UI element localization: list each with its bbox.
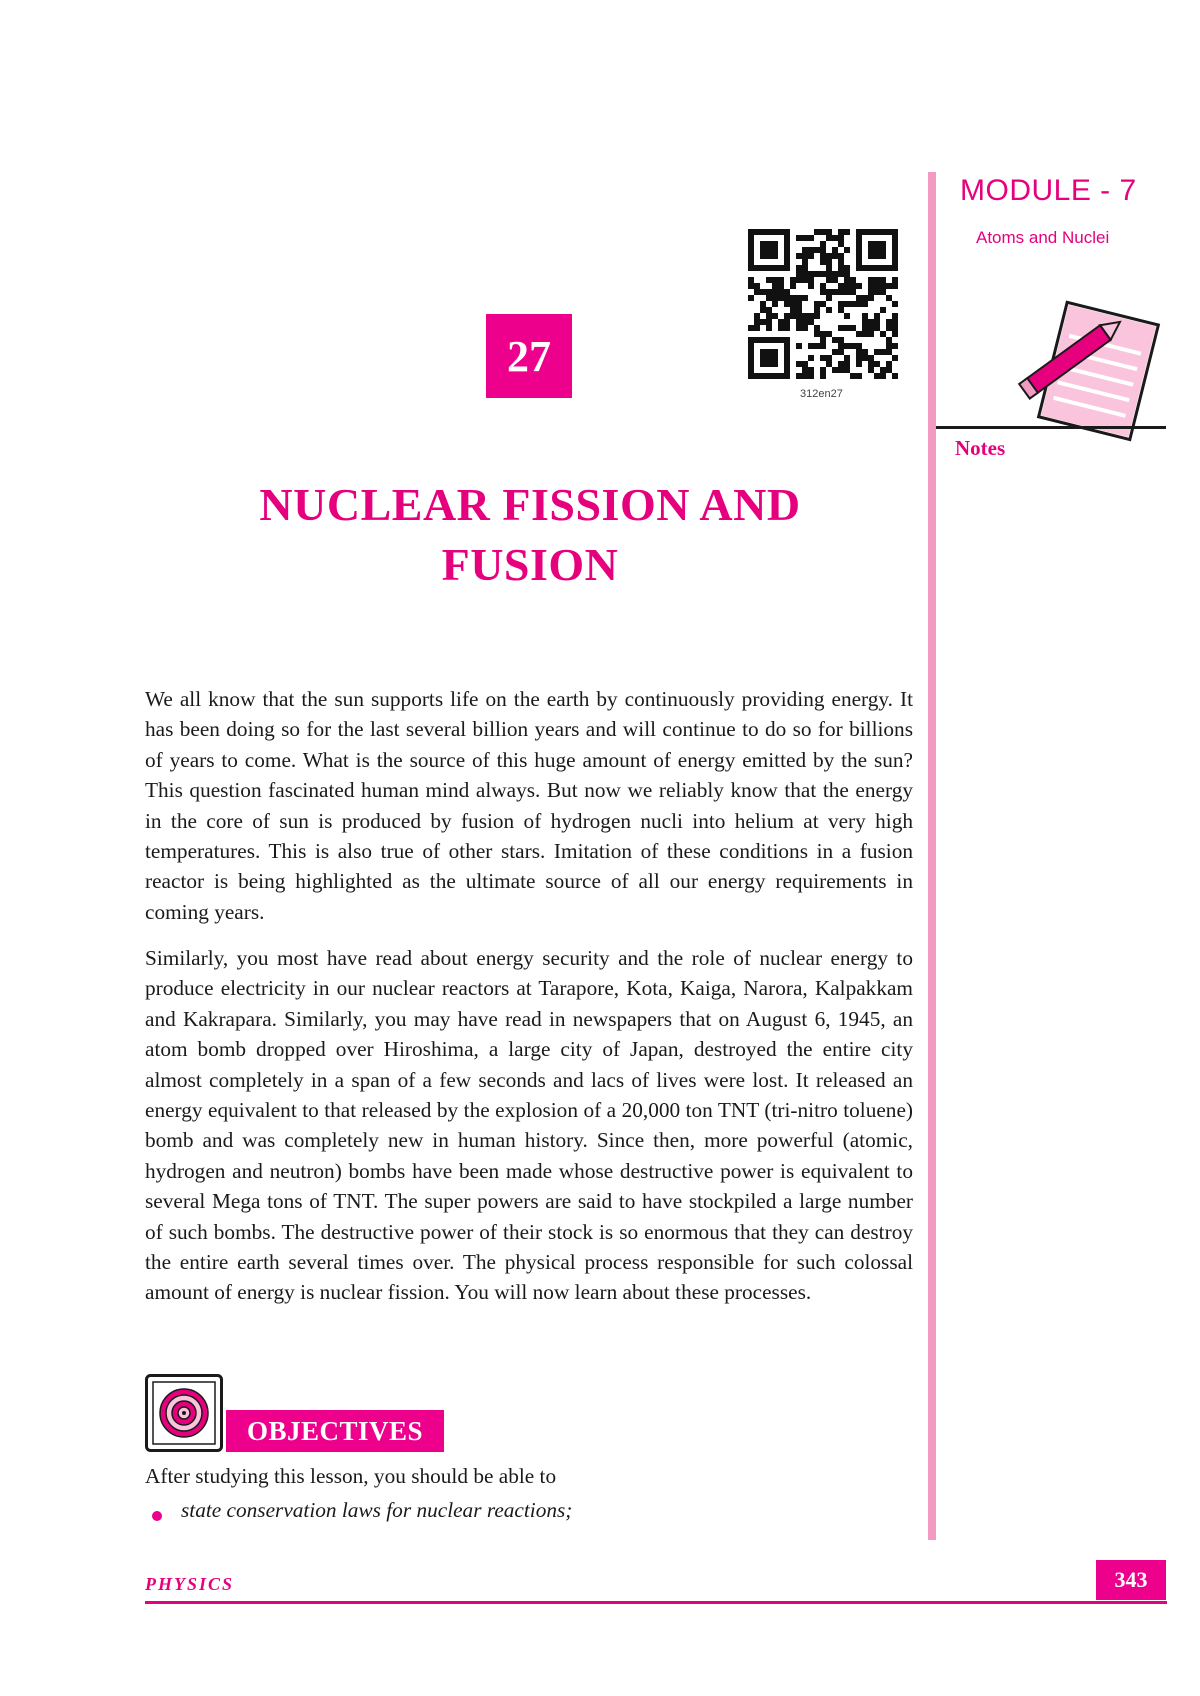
notes-divider (936, 426, 1166, 429)
module-title: MODULE - 7 (960, 174, 1137, 207)
chapter-title-line-2: FUSION (441, 539, 619, 590)
intro-paragraph-1: We all know that the sun supports life on the earth by continuously providing energy. It has been doing so for the last several billion years and will continue to do so for billions of years to come. What is the source of this huge amount of energy emitted by the sun? This question fascinated human mind always. But now we reliably know that the energy in the core of sun is produced by fusion of hydrogen nucli into helium at very high temperatures. This is also true of other stars. Imitation of these conditions in a fusion reactor is being highlighted as the ultimate source of all our energy requirements in coming years. (145, 687, 913, 924)
notepad-pencil-icon (1010, 296, 1170, 456)
module-subtitle: Atoms and Nuclei (976, 228, 1110, 247)
chapter-title-line-1: NUCLEAR FISSION AND (259, 479, 801, 530)
qr-caption: 312en27 (800, 388, 843, 400)
objectives-heading: OBJECTIVES (226, 1410, 444, 1452)
target-icon (145, 1374, 223, 1452)
intro-paragraph-2: Similarly, you most have read about energy security and the role of nuclear energy to produce electricity in our nuclear reactors at Tarapore, Kota, Kaiga, Narora, Kalpakkam and Kakrapara. Similarly, you may have read in newspapers that on August 6, 1945, an atom bomb dropped over Hiroshima, a large city of Japan, destroyed the entire city almost completely in a span of a few seconds and lacs of lives were lost. It released an energy equivalent to that released by the explosion of a 20,000 ton TNT (tri-nitro toluene) bomb and was completely new in human history. Since then, more powerful (atomic, hydrogen and neutron) bombs have been made whose destructive power is equivalent to several Mega tons of TNT. The super powers are said to have stockpiled a large number of such bombs. The destructive power of their stock is so enormous that they can destroy the entire earth several times over. The physical process responsible for such colossal amount of energy is nuclear fission. You will now learn about these processes. (145, 946, 913, 1305)
footer-divider (145, 1601, 1167, 1604)
bullet-dot (152, 1511, 162, 1521)
objective-item: state conservation laws for nuclear reactions; (181, 1498, 573, 1522)
qr-code-icon[interactable] (748, 228, 898, 380)
footer-subject: PHYSICS (145, 1574, 235, 1594)
objectives-intro: After studying this lesson, you should be able to (145, 1464, 557, 1488)
chapter-number: 27 (486, 314, 572, 398)
notes-label: Notes (955, 436, 1006, 460)
page-number: 343 (1096, 1560, 1166, 1600)
margin-divider (928, 172, 936, 1540)
